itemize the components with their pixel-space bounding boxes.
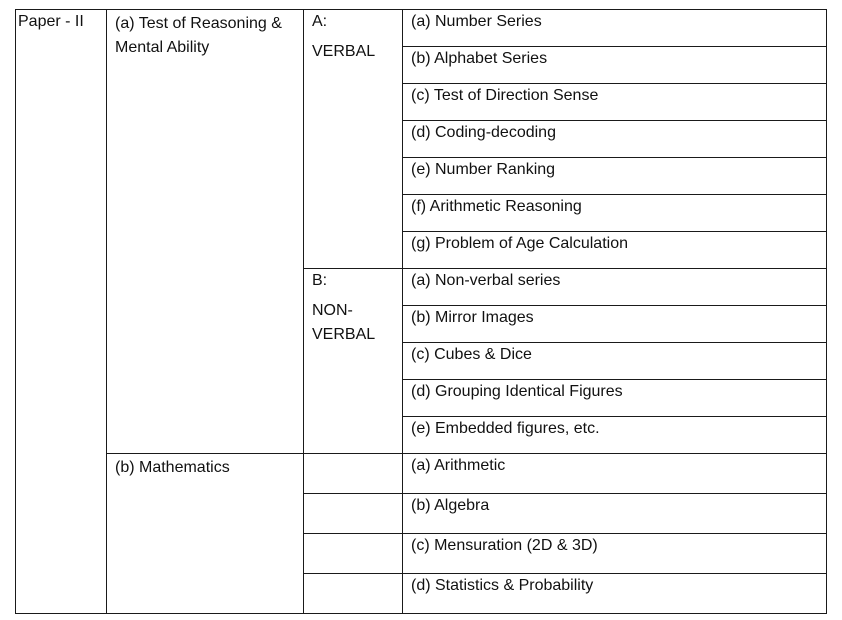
topic-cell xyxy=(403,494,827,534)
topic-cell xyxy=(403,195,827,232)
group-name-non-verbal: NON-VERBAL xyxy=(312,302,376,343)
topic-cell xyxy=(403,574,827,614)
topic-label: (c) Mensuration (2D & 3D) xyxy=(411,537,598,554)
paper-label: Paper - II xyxy=(18,13,84,30)
topic-label: (e) Embedded figures, etc. xyxy=(411,420,600,437)
topic-cell xyxy=(403,84,827,121)
topic-label: (b) Alphabet Series xyxy=(411,50,548,67)
topic-cell xyxy=(403,380,827,417)
topic-label: (a) Arithmetic xyxy=(411,457,506,474)
topic-label: (d) Statistics & Probability xyxy=(411,577,594,594)
topic-label: (a) Number Series xyxy=(411,13,542,30)
topic-label: (c) Cubes & Dice xyxy=(411,346,532,363)
group-code-non-verbal: B: xyxy=(312,272,328,289)
group-cell-empty xyxy=(304,574,403,614)
section-title-reasoning: (a) Test of Reasoning & Mental Ability xyxy=(115,15,282,56)
topic-cell xyxy=(403,306,827,343)
topic-label: (a) Non-verbal series xyxy=(411,272,561,289)
group-cell-non-verbal xyxy=(304,269,403,454)
topic-label: (b) Algebra xyxy=(411,497,490,514)
group-cell-verbal xyxy=(304,10,403,269)
group-name-verbal: VERBAL xyxy=(312,43,376,60)
topic-cell xyxy=(403,343,827,380)
topic-cell xyxy=(403,454,827,494)
topic-cell xyxy=(403,121,827,158)
table-row xyxy=(16,10,827,47)
topic-cell xyxy=(403,417,827,454)
topic-cell xyxy=(403,232,827,269)
table-row xyxy=(16,454,827,494)
group-cell-empty xyxy=(304,454,403,494)
topic-label: (e) Number Ranking xyxy=(411,161,556,178)
topic-label: (d) Coding-decoding xyxy=(411,124,556,141)
topic-cell xyxy=(403,47,827,84)
paper-cell xyxy=(16,10,107,614)
topic-cell xyxy=(403,269,827,306)
topic-label: (c) Test of Direction Sense xyxy=(411,87,599,104)
section-title-mathematics: (b) Mathematics xyxy=(115,459,230,476)
topic-cell xyxy=(403,158,827,195)
topic-label: (g) Problem of Age Calculation xyxy=(411,235,628,252)
topic-cell xyxy=(403,10,827,47)
section-cell-mathematics xyxy=(107,454,304,614)
topic-label: (b) Mirror Images xyxy=(411,309,534,326)
topic-cell xyxy=(403,534,827,574)
topic-label: (f) Arithmetic Reasoning xyxy=(411,198,582,215)
topic-label: (d) Grouping Identical Figures xyxy=(411,383,623,400)
syllabus-table xyxy=(15,9,827,614)
group-cell-empty xyxy=(304,494,403,534)
group-code-verbal: A: xyxy=(312,13,328,30)
section-cell-reasoning xyxy=(107,10,304,454)
group-cell-empty xyxy=(304,534,403,574)
